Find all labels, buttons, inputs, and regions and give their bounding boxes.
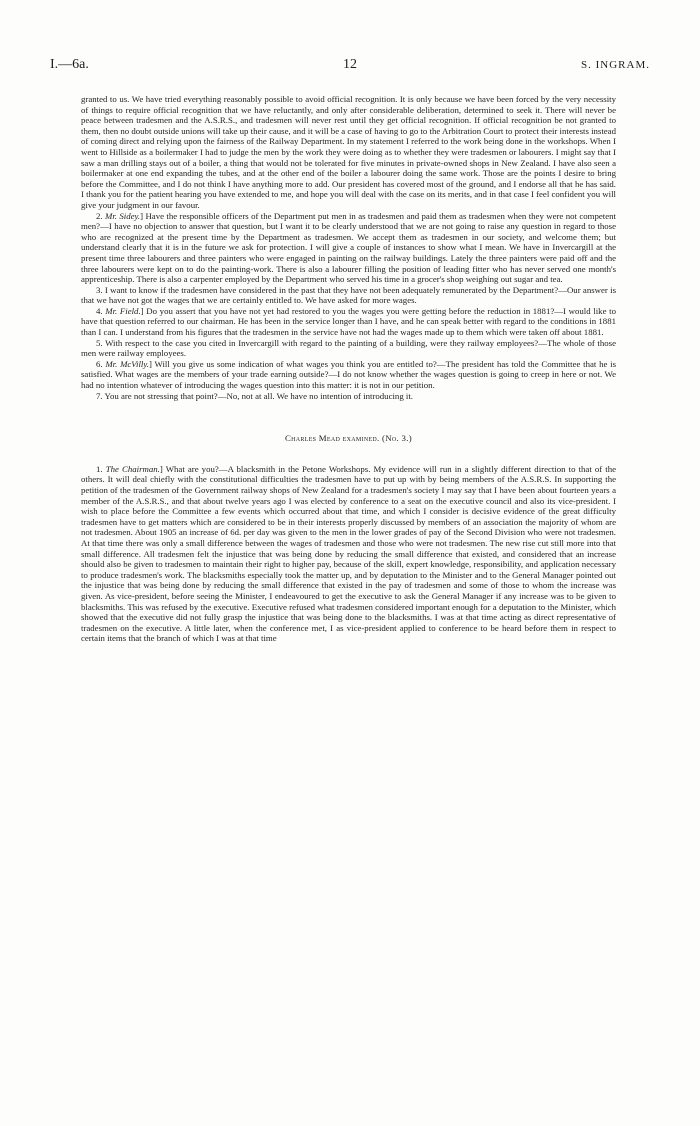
document-reference: I.—6a. bbox=[50, 57, 89, 72]
question-paragraph bbox=[81, 285, 616, 306]
section-title-text: Charles Mead examined. (No. 3.) bbox=[285, 433, 412, 444]
question-text: What are you?—A blacksmith in the Petone Workshops. My evidence will run in a slightly different direction to that of the others. It will deal chiefly with the constitutional difficulties the tradesmen have to put up with by being members of the A.S.R.S. In supporting the petition of the tradesmen of the Government railway shops of New Zealand for a tradesmen's society I may say that I have been about fourteen years a member of the A.S.R.S., and that about twelve years ago I was elected by conference to a seat on the executive council and also its vice-president. I wish to place before the Committee a few events which occurred about that time, and which I consider is decisive evidence of the great difficulty tradesmen have to get matters which are considered to be in their interests properly discussed by members of an association the majority of whom are not tradesmen. About 1905 an increase of 6d. per day was given to the men in the lower grades of pay of the Second Division who were not tradesmen. At that time there was only a small difference between the wages of tradesmen and those who were not tradesmen. The new rise cut still more into that small difference. All tradesmen felt the injustice that was being done by reducing the small difference that existed, and considered that an increase should also be given to tradesmen to maintain their right to higher pay, because of the skill, expert knowledge, responsibility, and application necessary to produce tradesmen's work. The blacksmiths especially took the matter up, and by deputation to the Minister and to the General Manager pointed out the injustice that was being done by reducing the small difference that existed in the pay of tradesmen and some of those to whom the increase was given. As vice-president, before seeing the Minister, I endeavoured to get the executive to ask the General Manager if any increase was to be given to blacksmiths. This was refused by the executive. Executive refused what tradesmen considered important enough for a deputation to the Minister, which showed that the executive did not fully grasp the injustice that was being done to the blacksmiths. I was at that time acting as direct representative of tradesmen on the executive. A little later, when the conference met, I as vice-president applied to conference to be heard before them in respect to certain items that the branch of which I was at that time bbox=[81, 463, 617, 644]
question-paragraph bbox=[81, 391, 616, 402]
question-text: You are not stressing that point?—No, not at all. We have no intention of introducing it. bbox=[104, 390, 414, 401]
question-paragraph: 2. Mr. Sidey.] Have the responsible officers of the Department put men in as tradesmen and paid them as tradesmen when they were not competent men?—I have no objection to answer that question, but I want it to be clearly understood that we are not going to raise any question in regard to those who are recognized at the present time by the Department as tradesmen. We accept them as tradesmen in our society, and welcome them; but understand clearly that it is in the future we ask for protection. I will give a couple of instances to show what I mean. We have in Invercargill at the present time three labourers and three painters who were engaged in painting on the railway buildings. Lately the three painters were paid off and the three labourers were kept on to do the painting-work. There is also a labourer filling the position of leading fitter who has never served one month's apprenticeship. There is also a carpenter employed by the Department who served his time in a grocer's shop weighing out sugar and tea. bbox=[81, 210, 616, 285]
question-number: 4. bbox=[96, 305, 103, 316]
question-text: I want to know if the tradesmen have considered in the past that they have not been adequately remunerated by the Department?—Our answer is that we have not got the wages that we are certainly entitled to. We have asked for more wages. bbox=[81, 284, 617, 306]
paragraph-continued bbox=[81, 94, 616, 211]
question-number: 7. bbox=[96, 390, 103, 401]
question-number: 3. bbox=[96, 284, 103, 295]
question-text: Do you assert that you have not yet had restored to you the wages you were getting before the reduction in 1881?—I would like to have that question referred to our chairman. He has been in the service longer than I have, and he can speak better with regard to the conditions in 1881 than I can. I understand from his figures that the tradesmen in the service have not had the wages made up to them which were taken off about 1881. bbox=[81, 305, 616, 338]
question-text: With respect to the case you cited in Invercargill with regard to the painting of a building, were they railway employees?—The whole of those men were railway employees. bbox=[81, 337, 616, 359]
speaker-name: The Chairman. bbox=[105, 463, 160, 474]
question-text: Have the responsible officers of the Department put men in as tradesmen and paid them as tradesmen when they were not competent men?—I have no objection to answer that question, but I want it to be clearly understood that we are not going to raise any question in regard to those who are recognized at the present time by the Department as tradesmen. We accept them as tradesmen in our society, and welcome them; but understand clearly that it is in the future we ask for protection. I will give a couple of instances to show what I mean. We have in Invercargill at the present time three labourers and three painters who were engaged in painting on the railway buildings. Lately the three painters were paid off and the three labourers were kept on to do the painting-work. There is also a labourer filling the position of leading fitter who has never served one month's apprenticeship. There is also a carpenter employed by the Department who served his time in a grocer's shop weighing out sugar and tea. bbox=[81, 210, 616, 285]
question-paragraph: 4. Mr. Field.] Do you assert that you have not yet had restored to you the wages you were getting before the reduction in 1881?—I would like to have that question referred to our chairman. He has been in the service longer than I have, and he can speak better with regard to the conditions in 1881 than I can. I understand from his figures that the tradesmen in the service have not had the wages made up to them which were taken off about 1881. bbox=[81, 305, 616, 338]
question-paragraph: 1. The Chairman.] What are you?—A blacksmith in the Petone Workshops. My evidence will run in a slightly different direction to that of the others. It will deal chiefly with the constitutional difficulties the tradesmen have to put up with by being members of the A.S.R.S. In supporting the petition of the tradesmen of the Government railway shops of New Zealand for a tradesmen's society I may say that I have been about fourteen years a member of the A.S.R.S., and that about twelve years ago I was elected by conference to a seat on the executive council and also its vice-president. I wish to place before the Committee a few events which occurred about that time, and which I consider is decisive evidence of the great difficulty tradesmen have to get matters which are considered to be in their interests properly discussed by members of an association the majority of whom are not tradesmen. About 1905 an increase of 6d. per day was given to the men in the lower grades of pay of the Second Division who were not tradesmen. At that time there was only a small difference between the wages of tradesmen and those who were not tradesmen. The new rise cut still more into that small difference. All tradesmen felt the injustice that was being done by reducing the small difference that existed, and considered that an increase should also be given to tradesmen to maintain their right to higher pay, because of the skill, expert knowledge, responsibility, and application necessary to produce tradesmen's work. The blacksmiths especially took the matter up, and by deputation to the Minister and to the General Manager pointed out the injustice that was being done by reducing the small difference that existed in the pay of tradesmen and some of those to whom the increase was given. As vice-president, before seeing the Minister, I endeavoured to get the executive to ask the General Manager if any increase was to be given to blacksmiths. This was refused by the executive. Executive refused what tradesmen considered important enough for a deputation to the Minister, which showed that the executive did not fully grasp the injustice that was being done to the blacksmiths. I was at that time acting as direct representative of tradesmen on the executive. A little later, when the conference met, I as vice-president applied to conference to be heard before them in respect to certain items that the branch of which I was at that time bbox=[81, 463, 617, 644]
speaker-name: Mr. McVilly. bbox=[105, 358, 149, 369]
witness-section-title bbox=[81, 433, 616, 444]
document-body bbox=[81, 94, 616, 644]
question-number: 1. bbox=[96, 463, 103, 474]
question-number: 5. bbox=[96, 337, 103, 348]
paragraph-text: granted to us. We have tried everything reasonably possible to avoid official recognition. It is only because we have been forced by the very necessity of things to require official recognition that we have reluctantly, and only after considerable deliberation, determined to seek it. There will never be peace between tradesmen and the A.S.R.S., and tradesmen will never rest until they get official recognition. If official recognition be not granted to them, then no doubt outside unions will take up their cause, and it will be a case of having to go to the Arbitration Court to protect their interests instead of coming direct and relying upon the fairness of the Railway Department. In my statement I referred to the work being done in the workshops. When I went to Hillside as a boilermaker I had to judge the men by the work they were doing as to whether they were tradesmen or labourers. I might say that I saw a man drilling stays out of a boiler, a thing that would not be tolerated for five minutes in private-owned shops in New Zealand. I have also seen a boilermaker at one end expanding the tubes, and at the other end of the boiler a labourer doing the same work. Those are the points I desire to bring before the Committee, and I do not think I have anything more to add. Our president has covered most of the ground, and I endorse all that he has said. I thank you for the patient hearing you have extended to me, and hope you will deal with the case on its merits, and in that case I feel confident you will give your judgment in our favour. bbox=[81, 94, 616, 210]
page-header bbox=[50, 57, 650, 73]
question-paragraph bbox=[81, 338, 616, 359]
question-text: Will you give us some indication of what wages you think you are entitled to?—The president has told the Committee that he is satisfied. What wages are the members of your trade earning outside?—I do not know whether the wages question is going to creep in here or not. We had no intention whatever of introducing the wages question into this matter: it is not in our petition. bbox=[81, 358, 616, 391]
question-number: 6. bbox=[96, 358, 103, 369]
question-number: 2. bbox=[96, 210, 103, 221]
witness-name: S. INGRAM. bbox=[581, 59, 650, 71]
question-paragraph: 6. Mr. McVilly.] Will you give us some indication of what wages you think you are entitled to?—The president has told the Committee that he is satisfied. What wages are the members of your trade earning outside?—I do not know whether the wages question is going to creep in here or not. We had no intention whatever of introducing the wages question into this matter: it is not in our petition. bbox=[81, 358, 616, 391]
speaker-name: Mr. Sidey. bbox=[105, 210, 141, 221]
speaker-name: Mr. Field. bbox=[105, 305, 141, 316]
page-number: 12 bbox=[343, 57, 357, 72]
